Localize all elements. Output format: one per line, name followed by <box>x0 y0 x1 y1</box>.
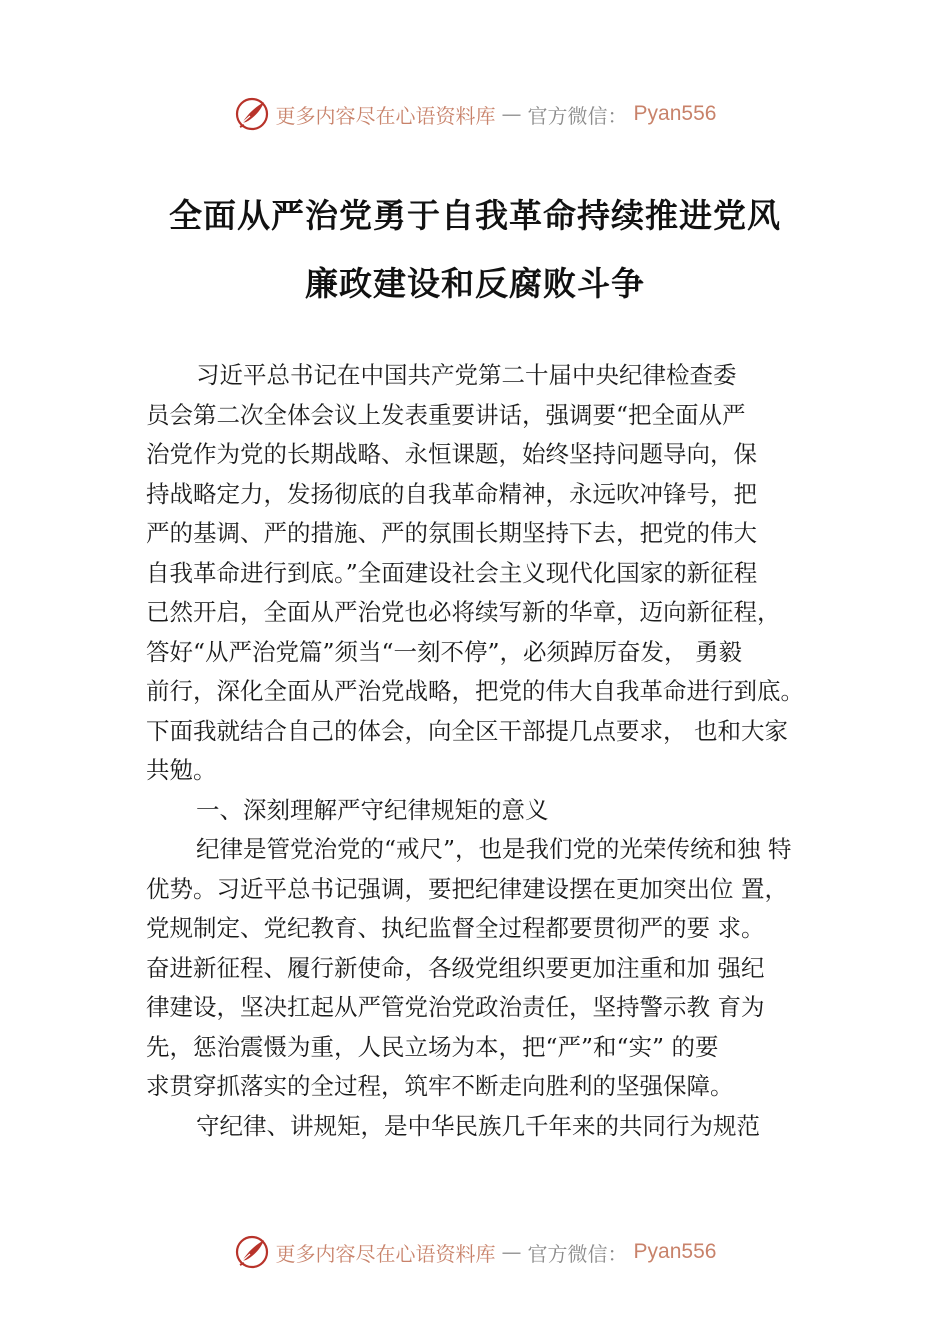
paragraph-line: 已然开启，全面从严治党也必将续写新的华章，迈向新征程， <box>146 598 781 626</box>
paragraph-line: 员会第二次全体会议上发表重要讲话，强调要“把全面从严 <box>146 400 746 429</box>
document-body <box>146 356 846 1146</box>
banner-wechat-id: Pyan556 <box>633 102 717 125</box>
paragraph-line: 党规制定、党纪教育、执纪监督全过程都要贯彻严的要 求。 <box>146 914 765 942</box>
paragraph-line: 求贯穿抓落实的全过程，筑牢不断走向胜利的坚强保障。 <box>146 1072 734 1100</box>
quill-pen-logo-icon <box>234 96 270 132</box>
footer-banner <box>0 1232 950 1272</box>
quill-pen-logo-icon <box>234 1234 270 1270</box>
paragraph-line: 自我革命进行到底。”全面建设社会主义现代化国家的新征程 <box>146 558 758 587</box>
section-heading: 一、深刻理解严守纪律规矩的意义 <box>196 795 549 824</box>
banner-text: 更多内容尽在心语资料库 <box>275 1241 496 1266</box>
banner-dash: — <box>501 1240 522 1264</box>
paragraph-line: 律建设，坚决扛起从严管党治党政治责任，坚持警示教 育为 <box>146 993 765 1021</box>
paragraph-line: 治党作为党的长期战略、永恒课题，始终坚持问题导向，保 <box>146 440 757 468</box>
paragraph-line: 答好“从严治党篇”须当“一刻不停”，必须踔厉奋发， 勇毅 <box>146 637 743 666</box>
banner-wechat-label: 官方微信： <box>527 103 628 128</box>
paragraph-line: 习近平总书记在中国共产党第二十届中央纪律检查委 <box>196 361 737 389</box>
paragraph-line: 守纪律、讲规矩，是中华民族几千年来的共同行为规范 <box>196 1111 760 1140</box>
paragraph-line: 下面我就结合自己的体会，向全区干部提几点要求， 也和大家 <box>146 716 788 745</box>
paragraph-line: 纪律是管党治党的“戒尺”，也是我们党的光荣传统和独 特 <box>196 835 792 863</box>
paragraph-line: 优势。习近平总书记强调，要把纪律建设摆在更加突出位 置， <box>146 874 788 903</box>
paragraph-line: 严的基调、严的措施、严的氛围长期坚持下去，把党的伟大 <box>146 519 757 547</box>
banner-wechat-label: 官方微信： <box>527 1241 628 1266</box>
paragraph-line: 前行，深化全面从严治党战略，把党的伟大自我革命进行到底。 <box>146 677 804 705</box>
banner-wechat-id: Pyan556 <box>633 1240 717 1263</box>
document-title-line-2: 廉政建设和反腐败斗争 <box>305 264 645 303</box>
document-title-line-1: 全面从严治党勇于自我革命持续推进党风 <box>169 196 781 235</box>
header-banner <box>0 94 950 134</box>
paragraph-line: 共勉。 <box>146 756 217 784</box>
paragraph-line: 奋进新征程、履行新使命，各级党组织要更加注重和加 强纪 <box>146 953 765 982</box>
banner-dash: — <box>501 102 522 126</box>
banner-text: 更多内容尽在心语资料库 <box>275 103 496 128</box>
paragraph-line: 持战略定力，发扬彻底的自我革命精神，永远吹冲锋号，把 <box>146 479 757 508</box>
paragraph-line: 先，惩治震慑为重，人民立场为本，把“严”和“实” 的要 <box>146 1032 719 1061</box>
